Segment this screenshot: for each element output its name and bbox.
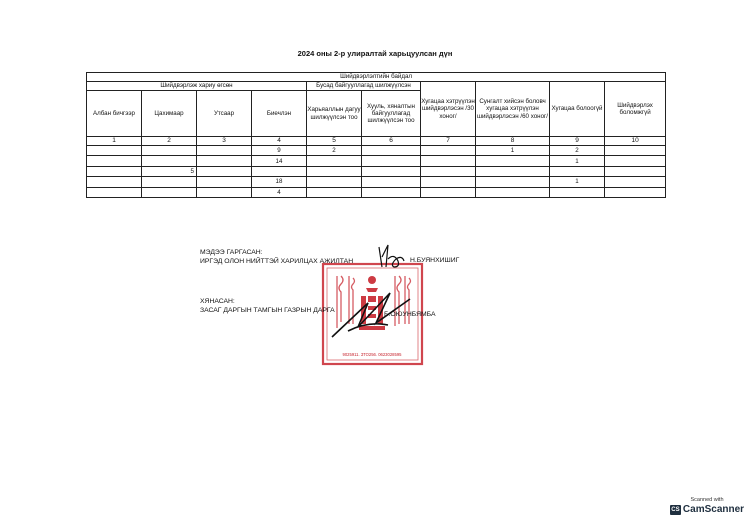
checked-label: ХЯНАСАН: — [200, 298, 235, 305]
camscanner-badge — [668, 497, 746, 521]
table-cell: 1 — [476, 146, 550, 156]
table-cell — [605, 177, 666, 187]
table-cell — [197, 166, 252, 176]
table-cell — [605, 166, 666, 176]
prepared-role: ИРГЭД ОЛОН НИЙТТЭЙ ХАРИЛЦАХ АЖИЛТАН — [200, 258, 354, 266]
table-cell — [307, 156, 362, 166]
column-header: Шийдвэрлэх боломжгүй — [605, 82, 666, 137]
stamp-text: 9025911. ЗТО256. 0623028595 — [342, 352, 402, 357]
group-header: Шийдвэрлэлтийн байдал — [87, 73, 666, 82]
table-cell — [142, 177, 197, 187]
table-cell — [142, 156, 197, 166]
table-cell — [476, 166, 550, 176]
checked-role: ЗАСАГ ДАРГЫН ТАМГЫН ГАЗРЫН ДАРГА — [200, 307, 335, 315]
prepared-by-block — [200, 248, 353, 266]
column-header: Утсаар — [197, 91, 252, 137]
report-table — [86, 72, 666, 198]
table-cell: 4 — [252, 187, 307, 197]
table-cell — [362, 146, 421, 156]
document-title: 2024 оны 2-р улиралтай харьцуулсан дүн — [297, 49, 453, 58]
table-cell: 14 — [252, 156, 307, 166]
column-number: 8 — [476, 137, 550, 146]
column-number: 9 — [550, 137, 605, 146]
table-cell — [87, 187, 142, 197]
table-cell: 2 — [550, 146, 605, 156]
table-cell: 5 — [142, 166, 197, 176]
column-number: 6 — [362, 137, 421, 146]
table-cell — [197, 156, 252, 166]
table-cell — [476, 177, 550, 187]
checked-by-block — [200, 297, 335, 315]
table-cell — [307, 166, 362, 176]
table-cell — [421, 146, 476, 156]
column-header: Харьяаллын дагуу шилжүүлсэн тоо — [307, 91, 362, 137]
left-group-header: Шийдвэрлэж хариу өгсөн — [87, 82, 307, 91]
table-cell — [307, 187, 362, 197]
table-row — [87, 156, 666, 166]
table-cell — [252, 166, 307, 176]
table-cell — [605, 146, 666, 156]
column-header: Хугацаа хэтрүүлэн шийдвэрлэсэн /30 хоног/ — [421, 82, 476, 137]
table-cell — [197, 146, 252, 156]
table-cell: 9 — [252, 146, 307, 156]
table-cell — [87, 156, 142, 166]
column-number: 10 — [605, 137, 666, 146]
column-number: 2 — [142, 137, 197, 146]
table-cell — [142, 146, 197, 156]
column-header: Цахимаар — [142, 91, 197, 137]
table-cell — [550, 166, 605, 176]
column-number: 7 — [421, 137, 476, 146]
column-number: 4 — [252, 137, 307, 146]
table-cell — [197, 177, 252, 187]
column-header: Биечлэн — [252, 91, 307, 137]
table-cell — [605, 156, 666, 166]
table-cell: 18 — [252, 177, 307, 187]
table-cell — [307, 177, 362, 187]
table-row — [87, 177, 666, 187]
table-row — [87, 187, 666, 197]
prepared-name: Н.БУЯНХИШИГ — [410, 257, 460, 264]
table-row — [87, 166, 666, 176]
table-cell: 2 — [307, 146, 362, 156]
column-number: 5 — [307, 137, 362, 146]
column-number: 1 — [87, 137, 142, 146]
table-cell — [142, 187, 197, 197]
table-cell — [421, 166, 476, 176]
table-cell — [421, 156, 476, 166]
table-cell — [476, 156, 550, 166]
column-header: Хууль, хяналтын байгууллагад шилжүүлсэн тоо — [362, 91, 421, 137]
table-row — [87, 146, 666, 156]
table-cell — [605, 187, 666, 197]
table-cell: 1 — [550, 177, 605, 187]
table-cell: 1 — [550, 156, 605, 166]
table-cell — [197, 187, 252, 197]
table-cell — [87, 146, 142, 156]
prepared-label: МЭДЭЭ ГАРГАСАН: — [200, 249, 263, 256]
table-cell — [362, 177, 421, 187]
camscanner-brand: CamScanner — [682, 504, 745, 515]
table-cell — [362, 156, 421, 166]
table-cell — [550, 187, 605, 197]
column-header: Албан бичгээр — [87, 91, 142, 137]
camscanner-logo-icon: CS — [671, 506, 680, 513]
column-header: Сунгалт хийсэн боловч хугацаа хэтрүүлэн шийдвэрлэсэн /60 хоног/ — [476, 82, 550, 137]
column-header: Хугацаа болоогүй — [550, 82, 605, 137]
table-cell — [87, 177, 142, 187]
table-cell — [362, 166, 421, 176]
sub-group-header: Бусад байгууллагад шилжүүлсэн — [307, 82, 421, 91]
scanned-with-label: Scanned with — [690, 497, 724, 503]
checked-name: Б.ОЮУНБЯМБА — [384, 311, 436, 318]
table-cell — [362, 187, 421, 197]
table-cell — [421, 187, 476, 197]
column-number: 3 — [197, 137, 252, 146]
table-cell — [87, 166, 142, 176]
signature-prepared — [374, 243, 408, 273]
table-cell — [476, 187, 550, 197]
table-cell — [421, 177, 476, 187]
